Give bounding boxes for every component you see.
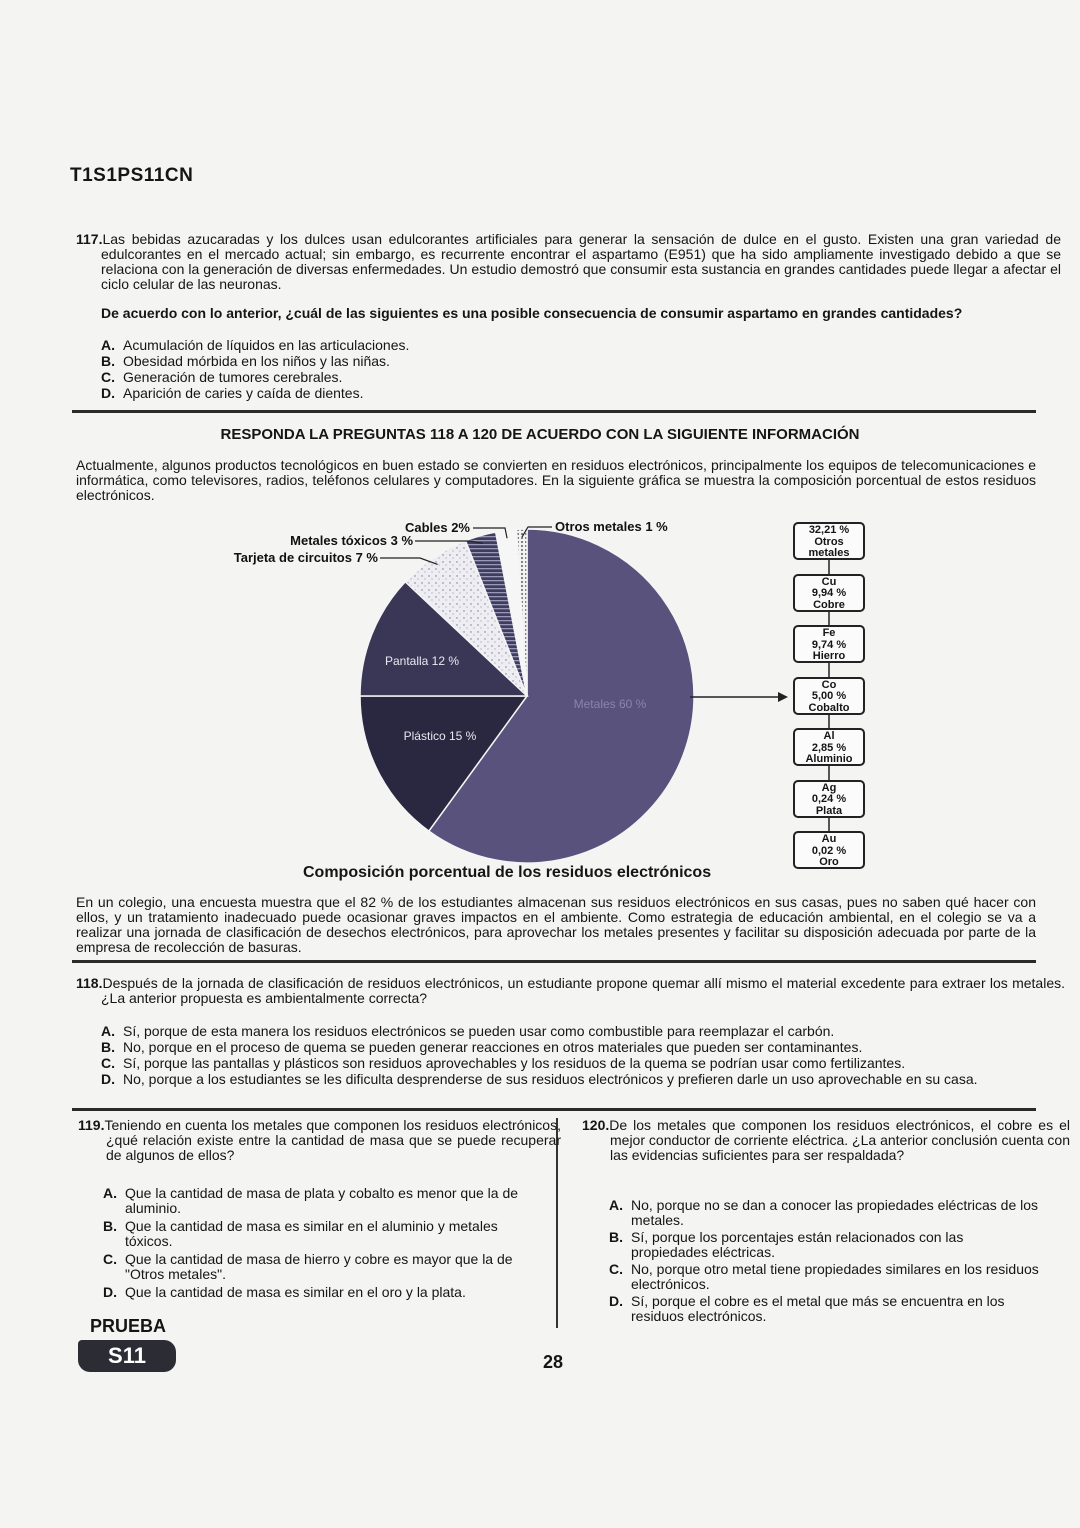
option-a[interactable] [103,1186,533,1216]
metal-box-line2: 0,24 % [811,793,847,805]
option-letter: B. [103,1218,117,1234]
metal-box-line2: 5,00 % [811,690,847,702]
question-120-stem [582,1118,1070,1163]
metal-box [793,522,865,560]
chart-title: Composición porcentual de los residuos electrónicos [303,864,712,881]
question-text: Teniendo en cuenta los metales que componen los residuos electrónicos, ¿qué relación existe entre la cantidad de masa que se puede recuperar de algunos de ellos? [104,1117,561,1163]
option-text: Sí, porque los porcentajes están relacionados con las propiedades eléctricas. [631,1229,964,1260]
metal-box-line2: 0,02 % [811,844,847,857]
metal-box-line3: Cobalto [808,701,850,714]
metal-box-line2: 9,74 % [811,638,847,651]
metal-box-line1: Co [821,678,837,691]
metal-box [793,728,865,766]
option-text: Sí, porque el cobre es el metal que más se encuentra en los residuos electrónicos. [631,1293,1005,1324]
metal-box-line3: Hierro [812,650,846,662]
metal-box-line3: Oro [819,856,839,868]
option-letter: A. [609,1197,623,1213]
page-number: 28 [543,1352,564,1372]
metal-box [793,574,865,612]
option-b[interactable] [103,1219,533,1249]
option-letter: D. [101,385,115,401]
option-text: No, porque no se dan a conocer las propiedades eléctricas de los metales. [631,1197,1039,1228]
label-cables: Cables 2% [404,520,470,535]
option-text: Generación de tumores cerebrales. [123,369,343,385]
section-intro: Actualmente, algunos productos tecnológicos en buen estado se convierten en residuos electrónicos, principalmente los equipos de telecomunicaciones e informática, como televisores, radios, teléfonos celulares y computadores. En la siguiente gráfica se muestra la composición porcentual de estos residuos electrónicos. [76,457,1036,503]
metal-box-line1: Fe [822,627,836,639]
option-letter: D. [609,1293,623,1309]
option-text: No, porque a los estudiantes se les dificulta desprenderse de sus residuos electrónicos y prefieren darle un uso aprovechable en su casa. [123,1071,978,1087]
metal-box-line3: metales [808,547,850,559]
option-text: Que la cantidad de masa de plata y cobalto es menor que la de aluminio. [125,1185,519,1216]
metal-box-line3: Aluminio [805,753,853,765]
option-letter: C. [609,1261,623,1277]
option-letter: D. [103,1284,117,1300]
question-text: De los metales que componen los residuos electrónicos, el cobre es el mejor conductor de corriente eléctrica. ¿La anterior conclusión cuenta con las evidencias suficientes para ser respaldada? [609,1117,1070,1163]
arrow-head [778,692,788,702]
option-a[interactable] [101,1023,1041,1039]
option-letter: A. [103,1185,117,1201]
question-text: Las bebidas azucaradas y los dulces usan edulcorantes artificiales para generar la sensación de dulce en el gusto. Existen una gran variedad de edulcorantes en el mercado actual; sin embargo, es recurrente encontrar el aspartamo (E951) que ha sido ampliamente investigado debido a que se relaciona con la generación de diversas enfermedades. Un estudio demostró que consumir esta sustancia en grandes cantidades puede llegar a afectar el ciclo celular de las neuronas. [101,231,1061,292]
test-badge: S11 [78,1340,176,1372]
section-title: RESPONDA LA PREGUNTAS 118 A 120 DE ACUERDO CON LA SIGUIENTE INFORMACIÓN [220,426,860,443]
option-text: Que la cantidad de masa de hierro y cobre es mayor que la de "Otros metales". [125,1251,513,1282]
label-metales-toxicos: Metales tóxicos 3 % [290,533,413,548]
prueba-label: PRUEBA [90,1316,167,1336]
metal-box-line2: 9,94 % [811,587,847,599]
metal-box [793,831,865,869]
metal-box-line2: 2,85 % [811,741,847,754]
option-c[interactable] [103,1252,533,1282]
section-context: En un colegio, una encuesta muestra que el 82 % de los estudiantes almacenan sus residuos electrónicos en sus casas, pues no saben qué hacer con ellos, y un tratamiento inadecuado puede ocasionar graves impactos en el ambiente. Como estrategia de educación ambiental, en el colegio se va a realizar una jornada de clasificación de desechos electrónicos, para aprovechar los metales presentes y facilitar su disposición adecuada por parte de la empresa de recolección de basuras. [76,894,1036,955]
label-plastico: Plástico 15 % [403,729,477,743]
question-120-options [609,1198,1044,1324]
option-text: No, porque otro metal tiene propiedades similares en los residuos electrónicos. [631,1261,1039,1292]
question-117-prompt: De acuerdo con lo anterior, ¿cuál de las siguientes es una posible consecuencia de consumir aspartamo en grandes cantidades? [101,305,963,321]
question-118-stem [76,976,1065,1006]
option-text: Acumulación de líquidos en las articulaciones. [123,337,410,353]
option-text: Obesidad mórbida en los niños y las niñas. [123,353,390,369]
option-c[interactable] [101,1055,1041,1071]
question-118-options [101,1023,1041,1087]
divider [72,960,1036,963]
option-b[interactable] [101,1039,1041,1055]
label-tarjeta: Tarjeta de circuitos 7 % [233,550,378,565]
metal-box-line1: 32,21 % [808,524,850,536]
option-text: No, porque en el proceso de quema se pueden generar reacciones en otros materiales que pueden ser contaminantes. [123,1039,863,1055]
metal-box-line1: Al [823,730,835,742]
metal-box [793,677,865,715]
option-letter: B. [101,1039,115,1055]
question-number: 118. [76,975,103,991]
option-d[interactable] [101,1071,1041,1087]
option-text: Que la cantidad de masa es similar en el aluminio y metales tóxicos. [125,1218,498,1249]
option-letter: A. [101,1023,115,1039]
option-c[interactable] [609,1262,1044,1292]
metal-box-line1: Au [821,833,837,845]
question-119-stem [78,1118,561,1163]
metal-box-line3: Plata [815,804,843,817]
question-119-options [103,1186,533,1300]
question-number: 120. [582,1117,610,1133]
metal-box-line2: Otros [814,535,844,548]
page-code: T1S1PS11CN [70,165,194,186]
label-metales: Metales 60 % [573,697,647,711]
option-letter: B. [101,353,115,369]
option-letter: C. [101,369,115,385]
option-letter: C. [101,1055,115,1071]
label-otros-metales: Otros metales 1 % [555,519,668,534]
option-text: Sí, porque de esta manera los residuos electrónicos se pueden usar como combustible para reemplazar el carbón. [123,1023,835,1039]
label-pantalla: Pantalla 12 % [384,654,460,668]
option-d[interactable] [103,1285,533,1300]
option-a[interactable] [609,1198,1044,1228]
option-text: Aparición de caries y caída de dientes. [123,385,364,401]
question-text: Después de la jornada de clasificación de residuos electrónicos, un estudiante propone quemar allí mismo el material excedente para extraer los metales. ¿La anterior propuesta es ambientalmente correcta? [101,975,1065,1006]
option-letter: C. [103,1251,117,1267]
option-b[interactable] [609,1230,1044,1260]
option-text: Que la cantidad de masa es similar en el oro y la plata. [125,1284,466,1300]
pie-slices [360,529,694,863]
metal-box [793,625,865,663]
option-letter: A. [101,337,115,353]
question-number: 117. [76,231,103,247]
option-text: Sí, porque las pantallas y plásticos son residuos aprovechables y los residuos de la quema se podrían usar como fertilizantes. [123,1055,906,1071]
divider [72,1108,1036,1111]
option-letter: B. [609,1229,623,1245]
metal-box [793,780,865,818]
option-d[interactable] [609,1294,1044,1324]
metal-box-line1: Ag [821,781,837,794]
metal-box-line3: Cobre [813,598,845,611]
question-number: 119. [78,1117,105,1133]
option-letter: D. [101,1071,115,1087]
metal-box-line1: Cu [821,575,837,588]
